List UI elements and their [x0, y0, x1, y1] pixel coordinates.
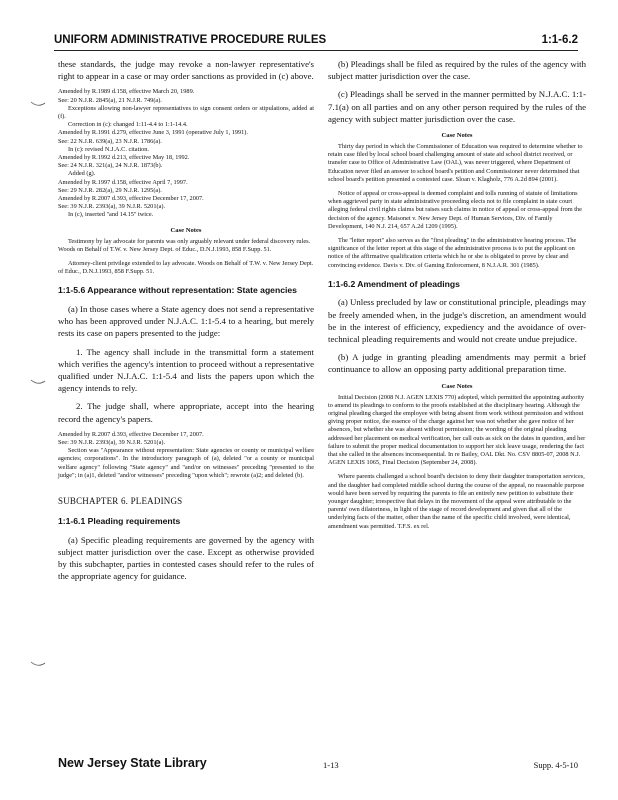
- margin-mark: [30, 660, 46, 668]
- paragraph: (b) Pleadings shall be filed as required by the rules of the agency with subject matter jurisdiction over the case.: [328, 59, 586, 82]
- paragraph: (a) Unless precluded by law or constitutional principle, pleadings may be freely amended when, in the judge's discretion, an amendment would be in the interest of efficiency, expediency and the avoidance of over-technical pleading requirements and would not create undue prejudice.: [328, 297, 586, 344]
- header-section-range: 1:1-6.2: [541, 34, 578, 46]
- history-line: See: 24 N.J.R. 321(a), 24 N.J.R. 1873(b).: [58, 162, 163, 170]
- case-note: Testimony by lay advocate for parents was only arguably relevant under federal discovery rules. Woods on Behalf of T.W. v. New Jersey Dept. of Educ., D.N.J.1993, 858 F.Supp. 51.: [58, 237, 311, 253]
- history-line: See: 20 N.J.R. 2845(a), 21 N.J.R. 749(a).: [58, 96, 162, 104]
- running-header: [54, 34, 578, 48]
- intro-paragraph: these standards, the judge may revoke a non-lawyer representative's right to appear in a case or may order sanctions as provided in (c) above.: [58, 59, 314, 82]
- section-heading-1-1-6-1: 1:1-6.1 Pleading requirements: [58, 516, 181, 527]
- paragraph: 2. The judge shall, where appropriate, accept into the hearing record the agency's papers.: [58, 401, 314, 424]
- paragraph: (b) A judge in granting pleading amendments may permit a brief continuance to allow an opposing party additional preparation time.: [328, 352, 586, 375]
- history-line: Section was "Appearance without representation: State agencies or county or municipal welfare agencies; corporations". In the introductory paragraph of (a), deleted "or a county or municipal welfare agency" following "State agency" and "and/or on witnesses" preceding "presented to the judge"; in (a)1, deleted "and/or witnesses" preceding "upon which"; rewrote (a)2; and deleted (b).: [58, 447, 314, 479]
- case-note: The "letter report" also serves as the "first pleading" in the administrative hearing process. The significance of the letter report at this stage of the administrative process is to put the applicant on notice of the affirmative qualification criteria which he or she is obligated to prove by clear and convincing evidence. Davis v. Div. of Gaming Enforcement, 8 N.J.A.R. 301 (1985).: [328, 237, 577, 269]
- history-line: See: 39 N.J.R. 2393(a), 39 N.J.R. 5201(a).: [58, 439, 166, 446]
- case-notes-heading: Case Notes: [170, 226, 202, 234]
- paragraph: 1. The agency shall include in the transmittal form a statement which verifies the agency's intention to proceed without a representative qualified under N.J.A.C. 1:1-5.4 and lists the papers upon which the agency intends to rely.: [58, 346, 314, 394]
- case-notes-heading: Case Notes: [441, 382, 473, 390]
- subchapter-heading: SUBCHAPTER 6. PLEADINGS: [58, 496, 183, 507]
- right-column: [328, 58, 586, 531]
- case-note: Initial Decision (2008 N.J. AGEN LEXIS 770) adopted, which permitted the appointing authority to amend its pleadings to conform to the proofs established at the disciplinary hearing. Although the original pleading charged the employee with being absent from work without permission and without giving proper notice, the essence of the charge against her was not whether she gave notice of her absences, but whether she was absent without permission; the wording of the original pleading addressed her placement on medical verification, her call outs as sick on the dates in question, and her failure to submit the proper medical documentation to support her sick leave usage, rendering the fact that she called in the absences inconsequential. In re Bailey, OAL Dkt. No. CSV 8805-07, 2008 N.J. AGEN LEXIS 1065, Final Decision (September 24, 2008).: [328, 393, 586, 467]
- history-line: Amended by R.1997 d.158, effective April 7, 1997.: [58, 178, 188, 186]
- history-line: Exceptions allowing non-lawyer representatives to sign consent orders or stipulations, added at (f).: [58, 104, 314, 121]
- margin-mark: [30, 378, 46, 386]
- history-line: See: 29 N.J.R. 282(a), 29 N.J.R. 1295(a).: [58, 186, 162, 194]
- margin-mark: [30, 100, 46, 108]
- case-note: Attorney-client privilege extended to lay advocate. Woods on Behalf of T.W. v. New Jersey Dept. of Educ., D.N.J.1993, 858 F.Supp. 51.: [58, 260, 314, 276]
- history-line: Amended by R.1991 d.279, effective June 3, 1991 (operative July 1, 1991).: [58, 129, 248, 137]
- header-title: UNIFORM ADMINISTRATIVE PROCEDURE RULES: [54, 34, 327, 46]
- amendment-history: [58, 88, 314, 219]
- section-heading-1-1-5-6: 1:1-5.6 Appearance without representation: State agencies: [58, 285, 297, 296]
- history-line: Added (g).: [68, 170, 96, 178]
- case-notes-heading: Case Notes: [441, 132, 473, 140]
- left-column: [58, 58, 314, 582]
- page-number: 1-13: [323, 760, 339, 770]
- history-line: Correction in (c): changed 1:11-4.4 to 1:1-14.4.: [68, 121, 188, 129]
- history-line: Amended by R.1992 d.213, effective May 18, 1992.: [58, 154, 190, 162]
- page-footer: [58, 756, 578, 774]
- library-stamp: New Jersey State Library: [58, 756, 207, 770]
- paragraph: (a) In those cases where a State agency does not send a representative who has been approved under N.J.A.C. 1:1-5.4 to a hearing, but merely rests its case on papers presented to the judge:: [58, 303, 314, 339]
- header-rule: [54, 50, 578, 51]
- paragraph: (a) Specific pleading requirements are governed by the agency with subject matter jurisdiction over the case. Except as otherwise provided by this subchapter, parties in contested cases should refer to the rules of the appropriate agency for guidance.: [58, 534, 314, 582]
- amendment-history: [58, 431, 314, 480]
- case-note: Thirty day period in which the Commissioner of Education was required to determine whether to retain case filed by local school board challenging amount of state aid school district received, or transfer case to Office of Administrative Law (OAL), was never triggered, where Department of Education never filed an answer to school board's petition and Commissioner never determined that school board's petition presented a contested case. Sloan v. Klagholz, 776 A.2d 894 (2001).: [328, 143, 583, 183]
- history-line: In (c): revised N.J.A.C. citation.: [68, 145, 149, 153]
- history-line: See: 22 N.J.R. 639(a), 23 N.J.R. 1786(a).: [58, 137, 162, 145]
- section-heading-1-1-6-2: 1:1-6.2 Amendment of pleadings: [328, 278, 460, 289]
- case-note: Where parents challenged a school board's decision to deny their daughter transportation services, and the daughter had completed middle school during the course of the appeal, no reasonable purpose would have been served by requiring the parents to file an entirely new petition to substitute their younger daughter; irrespective that delays in the movement of the appeal were attributable to the parents' own dilatoriness, in light of the stage of record development and given that all of the underlying facts of the matter, other than the name of the specific child involved, were identical, amendment was permitted. T.F.S. ex rel.: [328, 473, 585, 530]
- supplement-date: Supp. 4-5-10: [533, 760, 578, 770]
- history-line: Amended by R.2007 d.393, effective December 17, 2007.: [58, 430, 204, 438]
- history-line: Amended by R.1989 d.158, effective March 20, 1989.: [58, 88, 195, 96]
- history-line: In (c), inserted "and 14.15" twice.: [68, 211, 154, 219]
- history-line: See: 39 N.J.R. 2393(a), 39 N.J.R. 5201(a).: [58, 203, 166, 211]
- history-line: Amended by R.2007 d.393, effective December 17, 2007.: [58, 195, 204, 203]
- paragraph: (c) Pleadings shall be served in the manner permitted by N.J.A.C. 1:1-7.1(a) on all parties and on any other person required by the rules of the agency with subject matter jurisdiction over the case.: [328, 89, 586, 124]
- case-note: Notice of appeal or cross-appeal is deemed complaint and tolls running of statute of limitations when aggrieved party in state administrative proceeding elects not to file complaint in state court alleging federal civil rights claims but raises such claims in notice of appeal or cross-appeal from the decision of the agency. Maisonet v. New Jersey Dept. of Human Services, Div. of Family Development, 140 N.J. 214, 657 A.2d 1209 (1995).: [328, 190, 582, 230]
